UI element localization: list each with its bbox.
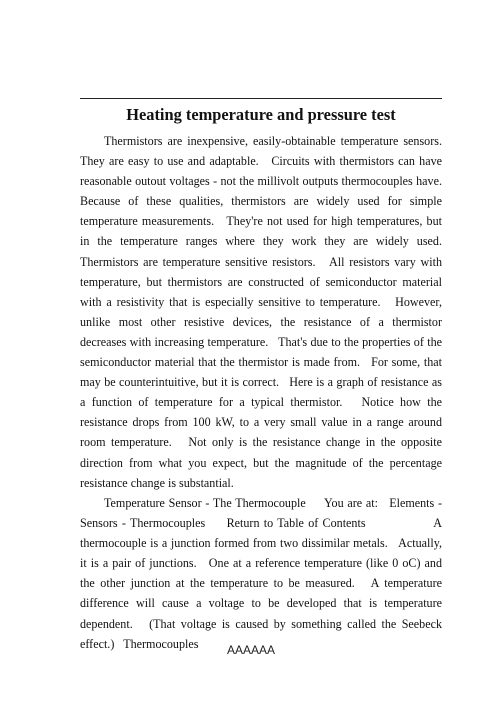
header-rule [80, 98, 442, 99]
paragraph-thermocouple: Temperature Sensor - The Thermocouple You are at: Elements - Sensors - Thermocouples Return to Table of Contents A thermocouple is a junction formed from two dissimilar metals. Actually, it is a pair of junctions. One at a reference temperature (like 0 oC) and the other junction at the temperature to be measured. A temperature difference will cause a voltage to be developed that is temperature dependent. (That voltage is caused by something called the Seebeck effect.) Thermocouples [80, 496, 446, 651]
document-title: Heating temperature and pressure test [126, 105, 396, 124]
paragraph-thermistors: Thermistors are inexpensive, easily-obtainable temperature sensors. They are easy to use and adaptable. Circuits with thermistors can have reasonable outout voltages - not the millivolt outputs thermocouples have. Because of these qualities, thermistors are widely used for simple temperature measurements. They're not used for high temperatures, but in the temperature ranges where they work they are widely used. Thermistors are temperature sensitive resistors. All resistors vary with temperature, but thermistors are constructed of semiconductor material with a resistivity that is especially sensitive to temperature. However, unlike most other resistive devices, the resistance of a thermistor decreases with increasing temperature. That's due to the properties of the semiconductor material that the thermistor is made from. For some, that may be counterintuitive, but it is correct. Here is a graph of resistance as a function of temperature for a typical thermistor. Notice how the resistance drops from 100 kW, to a very small value in a range around room temperature. Not only is the resistance change in the opposite direction from what you expect, but the magnitude of the percentage resistance change is substantial. [80, 134, 446, 490]
page-footer: AAAAAA [226, 643, 276, 657]
